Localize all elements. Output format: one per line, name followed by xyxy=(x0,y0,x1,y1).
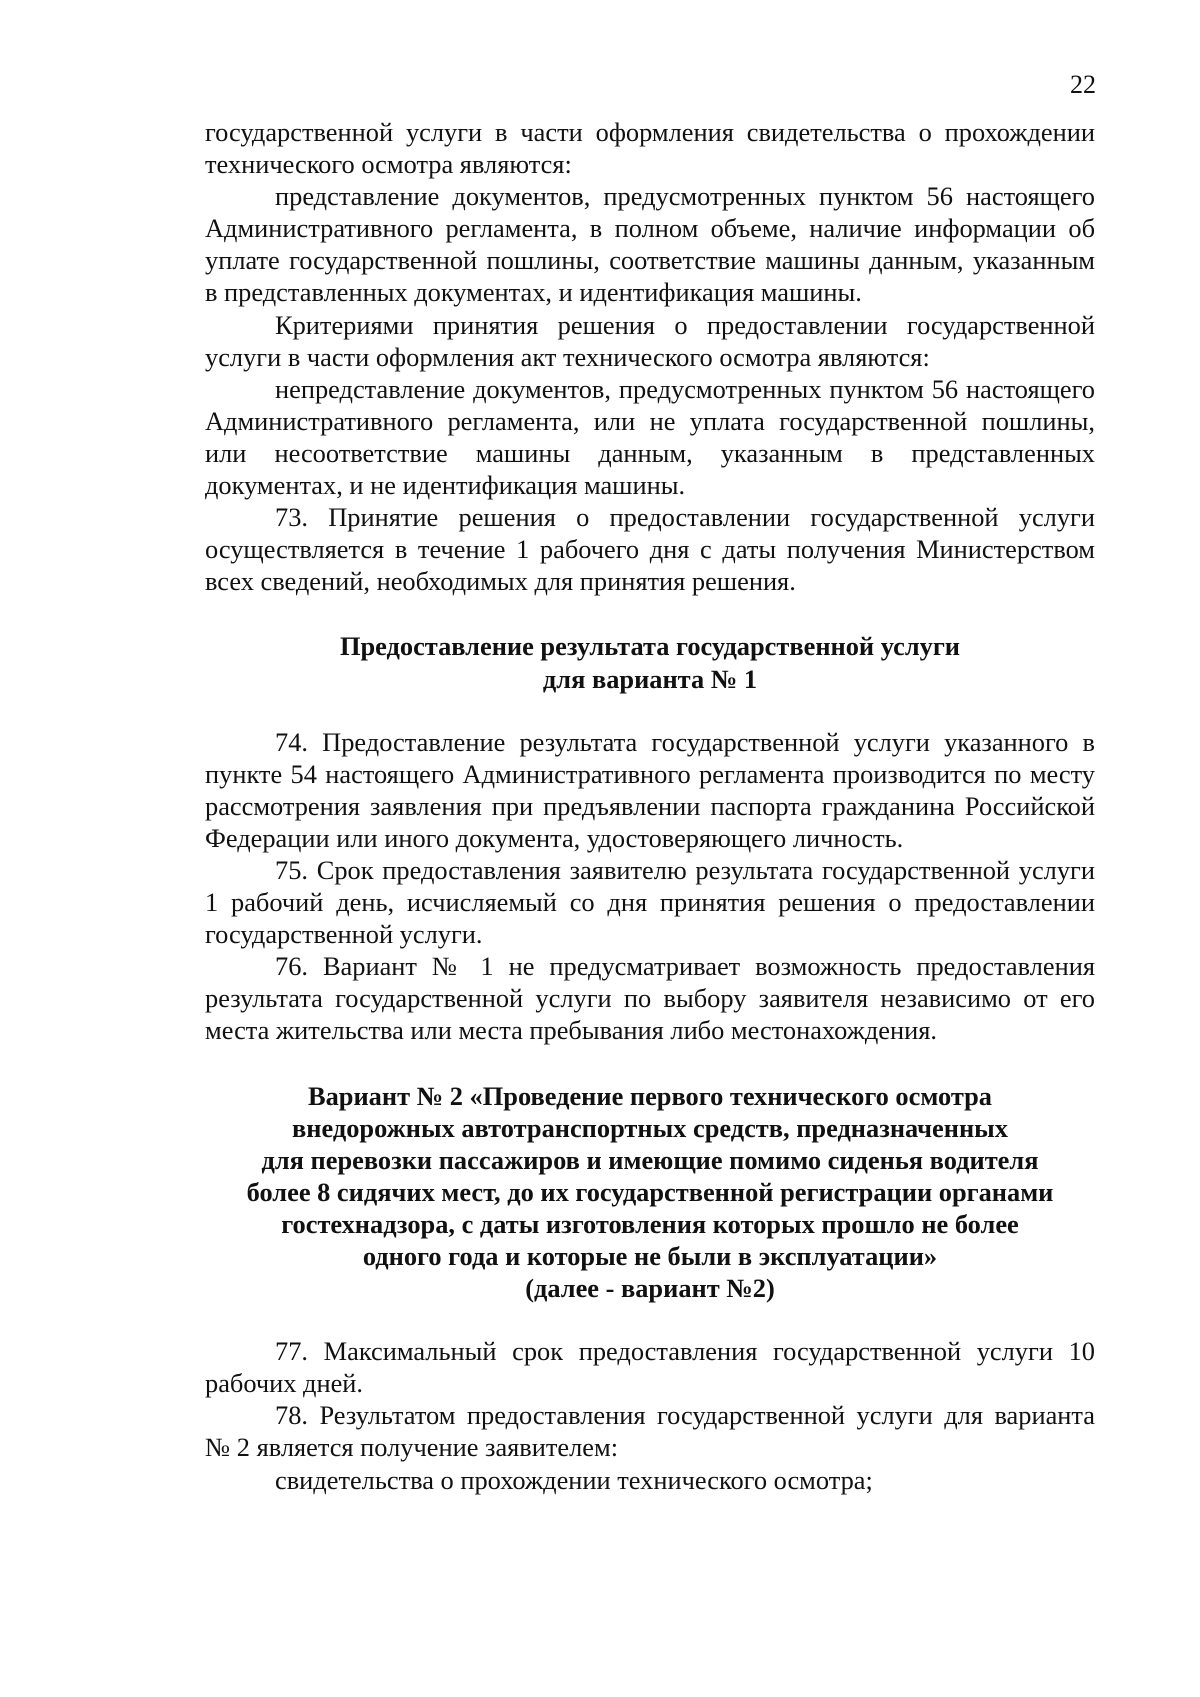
heading-line: для перевозки пассажиров и имеющие помимо сиденья водителя xyxy=(261,1144,1039,1175)
heading-line: Предоставление результата государственной услуги xyxy=(339,631,961,662)
heading-line: более 8 сидячих мест, до их государственной регистрации органами xyxy=(246,1176,1054,1207)
paragraph: непредставление документов, предусмотренных пунктом 56 настоящего Административного регламента, или не уплата государственной пошлины, или несоответствие машины данным, указанным в представленных документах, и не идентификация машины. xyxy=(205,373,1095,501)
paragraph: Критериями принятия решения о предоставлении государственной услуги в части оформления акт технического осмотра являются: xyxy=(205,309,1095,372)
paragraph: 74. Предоставление результата государственной услуги указанного в пункте 54 настоящего Административного регламента производится по месту рассмотрения заявления при предъявлении паспорта гражданина Российской Федерации или иного документа, удостоверяющего личность. xyxy=(205,726,1095,853)
paragraph-group-3 xyxy=(205,1335,1095,1495)
document-body xyxy=(205,116,1095,1496)
heading-line: одного года и которые не были в эксплуатации» xyxy=(362,1241,938,1271)
heading-line: гостехнадзора, с даты изготовления которых прошло не более xyxy=(281,1208,1019,1239)
paragraph: 73. Принятие решения о предоставлении государственной услуги осуществляется в течение 1 рабочего дня с даты получения Министерством всех сведений, необходимых для принятия решения. xyxy=(205,502,1095,597)
section-heading-result-variant-1 xyxy=(205,630,1095,694)
paragraph: свидетельства о прохождении технического осмотра; xyxy=(275,1464,873,1495)
paragraph: 76. Вариант № 1 не предусматривает возможность предоставления результата государственной услуги по выбору заявителя независимо от его места жительства или места пребывания либо местонахождения. xyxy=(205,951,1095,1046)
paragraph-group-1 xyxy=(205,116,1095,597)
paragraph: государственной услуги в части оформления свидетельства о прохождении технического осмотра являются: xyxy=(205,117,1095,180)
heading-line: (далее - вариант №2) xyxy=(525,1273,775,1304)
paragraph: 75. Срок предоставления заявителю результата государственной услуги 1 рабочий день, исчисляемый со дня принятия решения о предоставлении государственной услуги. xyxy=(205,854,1095,950)
paragraph: 78. Результатом предоставления государственной услуги для варианта № 2 является получение заявителем: xyxy=(205,1400,1095,1463)
paragraph-group-2 xyxy=(205,726,1095,1047)
heading-line: Вариант № 2 «Проведение первого технического осмотра xyxy=(308,1080,992,1111)
section-heading-variant-2 xyxy=(205,1080,1095,1305)
heading-line: для варианта № 1 xyxy=(542,663,758,694)
paragraph: представление документов, предусмотренных пунктом 56 настоящего Административного регламента, в полном объеме, наличие информации об уплате государственной пошлины, соответствие машины данным, указанным в представленных документах, и идентификация машины. xyxy=(205,181,1095,308)
paragraph: 77. Максимальный срок предоставления государственной услуги 10 рабочих дней. xyxy=(205,1336,1095,1399)
heading-line: внедорожных автотранспортных средств, предназначенных xyxy=(292,1112,1008,1143)
page-number: 22 xyxy=(1070,70,1096,99)
